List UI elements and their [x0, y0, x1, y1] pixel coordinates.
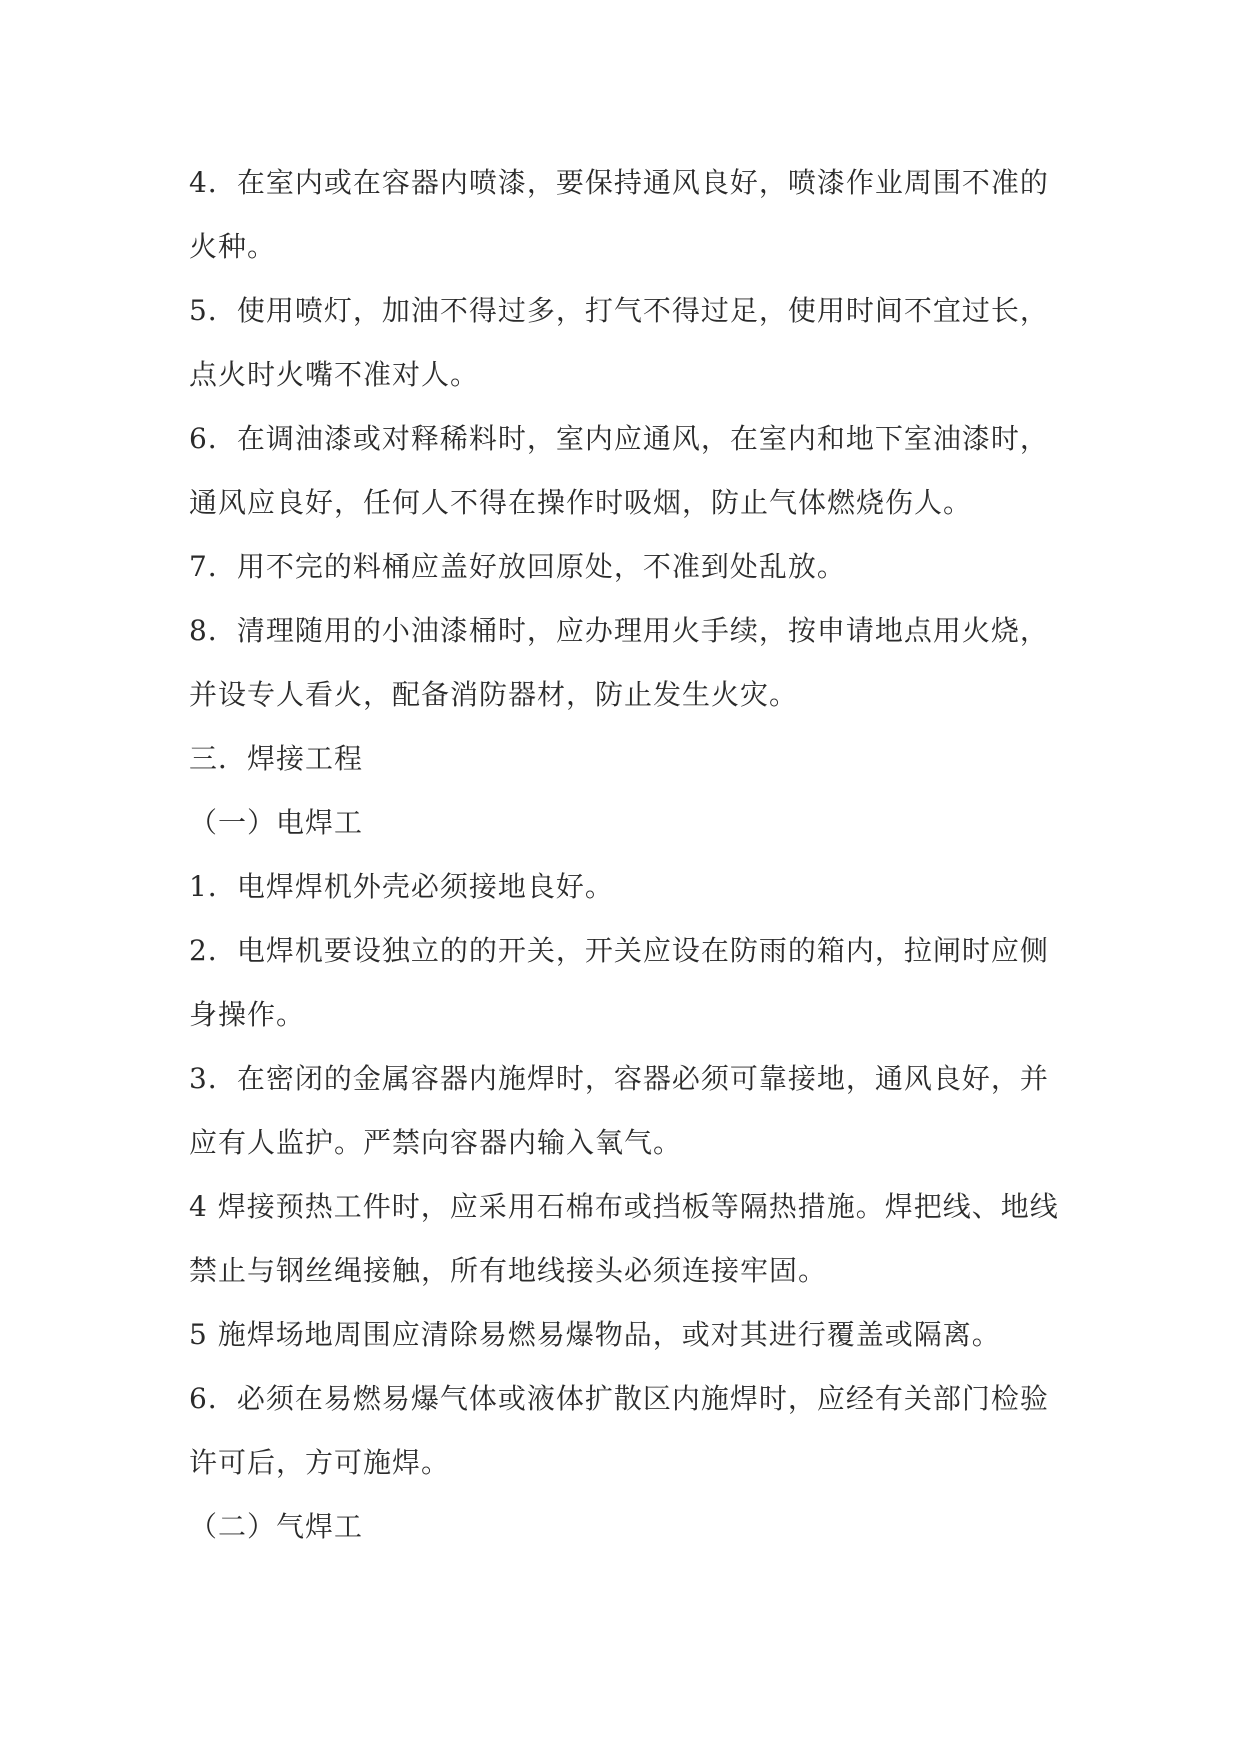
text-line: 4．在室内或在容器内喷漆，要保持通风良好，喷漆作业周围不准的 [189, 166, 1049, 199]
text-line: 5．使用喷灯，加油不得过多，打气不得过足，使用时间不宜过长， [189, 294, 1049, 327]
text-line: 6．必须在易燃易爆气体或液体扩散区内施焊时，应经有关部门检验 [189, 1382, 1049, 1415]
text-line: 点火时火嘴不准对人。 [189, 358, 480, 391]
text-line: 5 施焊场地周围应清除易燃易爆物品，或对其进行覆盖或隔离。 [189, 1318, 1001, 1351]
text-line: 6．在调油漆或对释稀料时，室内应通风，在室内和地下室油漆时， [189, 422, 1049, 455]
document-body [189, 151, 1059, 1559]
text-line: 禁止与钢丝绳接触，所有地线接头必须连接牢固。 [189, 1254, 828, 1287]
text-line: 应有人监护。严禁向容器内输入氧气。 [189, 1126, 683, 1159]
text-line: 2．电焊机要设独立的的开关，开关应设在防雨的箱内，拉闸时应侧 [189, 934, 1049, 967]
text-line: 火种。 [189, 230, 277, 263]
text-line: 许可后，方可施焊。 [189, 1446, 451, 1479]
subsection-heading: （二）气焊工 [189, 1510, 364, 1543]
text-line: 通风应良好，任何人不得在操作时吸烟，防止气体燃烧伤人。 [189, 486, 973, 519]
section-heading: 三．焊接工程 [189, 742, 364, 775]
text-line: 身操作。 [189, 998, 306, 1031]
subsection-heading: （一）电焊工 [189, 806, 364, 839]
text-line: 1．电焊焊机外壳必须接地良好。 [189, 870, 614, 903]
text-line: 并设专人看火，配备消防器材，防止发生火灾。 [189, 678, 799, 711]
text-line: 4 焊接预热工件时，应采用石棉布或挡板等隔热措施。焊把线、地线 [189, 1190, 1059, 1223]
text-line: 8．清理随用的小油漆桶时，应办理用火手续，按申请地点用火烧， [189, 614, 1049, 647]
text-line: 7．用不完的料桶应盖好放回原处，不准到处乱放。 [189, 550, 846, 583]
text-line: 3．在密闭的金属容器内施焊时，容器必须可靠接地，通风良好，并 [189, 1062, 1049, 1095]
